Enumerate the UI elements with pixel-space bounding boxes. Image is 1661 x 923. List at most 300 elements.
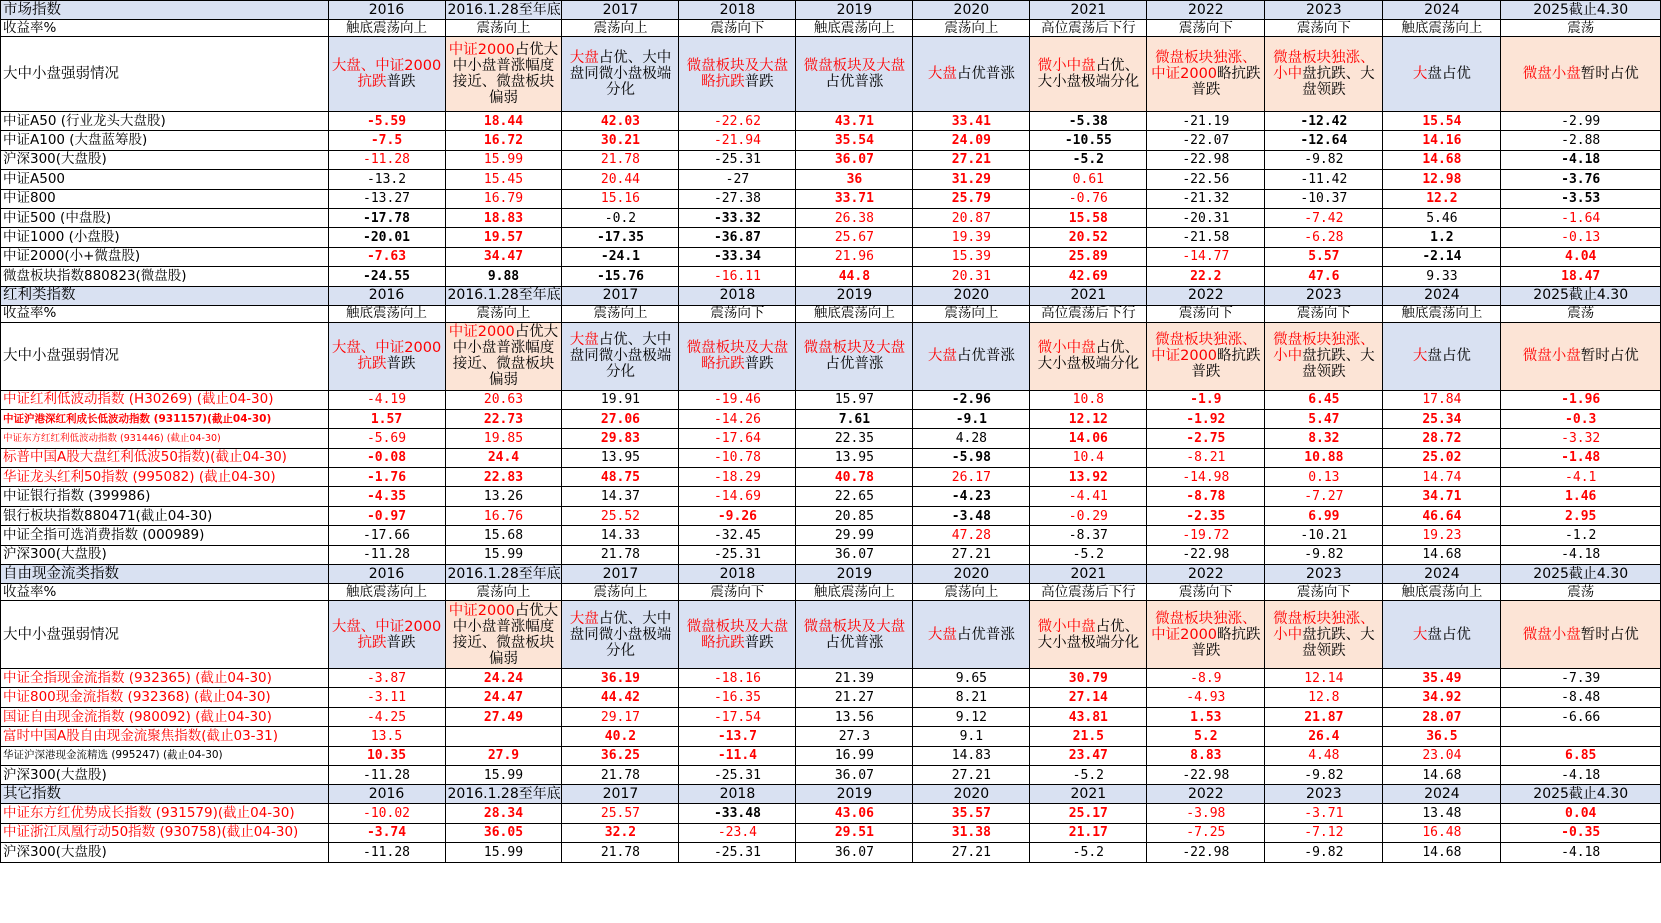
strength-cell	[1383, 322, 1501, 390]
return-value: -11.28	[328, 545, 445, 564]
index-row	[1, 170, 1661, 189]
strength-text: 大	[1412, 348, 1428, 365]
trend-cell: 震荡向上	[913, 20, 1030, 37]
return-value: 22.83	[445, 468, 562, 487]
return-value: 14.68	[1383, 150, 1501, 169]
strength-text: 大	[1412, 626, 1428, 643]
return-value: 31.38	[913, 823, 1030, 842]
return-value: -19.72	[1147, 526, 1265, 545]
year-header: 2024	[1383, 565, 1501, 584]
return-value: 27.21	[913, 765, 1030, 784]
trend-cell: 震荡向下	[679, 584, 796, 601]
strength-label: 大中小盘强弱情况	[1, 37, 329, 112]
return-value: 12.12	[1030, 409, 1147, 428]
strength-text: 占优、大小盘极端分化	[1037, 340, 1140, 373]
strength-cell	[1501, 37, 1661, 112]
return-value: 25.67	[796, 228, 913, 247]
trend-cell: 触底震荡向上	[1383, 20, 1501, 37]
section-header-row	[1, 1, 1661, 20]
return-value: -7.25	[1147, 823, 1265, 842]
index-row	[1, 131, 1661, 150]
return-value: 27.49	[445, 707, 562, 726]
return-value: -3.74	[328, 823, 445, 842]
strength-text: 普跌	[386, 356, 416, 373]
return-value: 19.39	[913, 228, 1030, 247]
return-value: 36.05	[445, 823, 562, 842]
return-value: -14.77	[1147, 247, 1265, 266]
strength-label: 大中小盘强弱情况	[1, 601, 329, 669]
return-value: 15.99	[445, 150, 562, 169]
strength-cell	[562, 37, 679, 112]
return-value: -4.18	[1501, 545, 1661, 564]
return-value: -33.48	[679, 804, 796, 823]
return-value: 36.07	[796, 843, 913, 862]
return-value: 47.28	[913, 526, 1030, 545]
trend-cell: 高位震荡后下行	[1030, 305, 1147, 322]
return-value: 22.65	[796, 487, 913, 506]
index-name: 中证A500	[1, 170, 329, 189]
trend-cell: 震荡向上	[562, 305, 679, 322]
strength-cell	[913, 601, 1030, 669]
strength-text: 暂时占优	[1580, 66, 1639, 82]
strength-text: 大盘	[569, 610, 599, 627]
return-value: 22.35	[796, 429, 913, 448]
index-row	[1, 267, 1661, 286]
return-value: -27	[679, 170, 796, 189]
strength-cell	[1265, 322, 1383, 390]
index-row	[1, 707, 1661, 726]
return-value: 14.83	[913, 746, 1030, 765]
strength-text: 普跌	[386, 74, 416, 90]
year-header: 2023	[1265, 286, 1383, 305]
return-value: 33.41	[913, 112, 1030, 131]
return-value: 24.47	[445, 688, 562, 707]
year-header: 2018	[679, 1, 796, 20]
strength-text: 中证2000	[448, 42, 515, 58]
index-name: 微盘板块指数880823(微盘股)	[1, 267, 329, 286]
strength-text: 占优大中小盘普涨幅度接近、微盘板块偏弱	[452, 602, 559, 667]
index-name: 中证银行指数 (399986)	[1, 487, 329, 506]
return-value: 15.58	[1030, 208, 1147, 227]
return-value: 21.17	[1030, 823, 1147, 842]
return-value: -1.76	[328, 468, 445, 487]
index-name: 沪深300(大盘股)	[1, 843, 329, 862]
section-header-row	[1, 785, 1661, 804]
trend-label: 收益率%	[1, 305, 329, 322]
strength-text: 大盘、中证2000抗跌	[331, 58, 442, 90]
return-value: 12.98	[1383, 170, 1501, 189]
return-value: 9.12	[913, 707, 1030, 726]
return-value: 25.34	[1383, 409, 1501, 428]
return-value: 27.06	[562, 409, 679, 428]
return-value: 25.02	[1383, 448, 1501, 467]
trend-row	[1, 305, 1661, 322]
return-value: -10.78	[679, 448, 796, 467]
section-title: 其它指数	[1, 785, 329, 804]
return-value: 9.33	[1383, 267, 1501, 286]
index-name: 中证1000 (小盘股)	[1, 228, 329, 247]
index-row	[1, 409, 1661, 428]
trend-cell: 高位震荡后下行	[1030, 20, 1147, 37]
return-value: -0.3	[1501, 409, 1661, 428]
return-value: -4.41	[1030, 487, 1147, 506]
return-value: -25.31	[679, 765, 796, 784]
year-header: 2020	[913, 565, 1030, 584]
index-row	[1, 804, 1661, 823]
return-value: 36	[796, 170, 913, 189]
strength-cell	[445, 601, 562, 669]
return-value: 13.26	[445, 487, 562, 506]
return-value: 24.4	[445, 448, 562, 467]
return-value: 5.2	[1147, 727, 1265, 746]
year-header: 2017	[562, 785, 679, 804]
return-value: -8.78	[1147, 487, 1265, 506]
strength-text: 占优普涨	[825, 74, 884, 90]
return-value: 27.21	[913, 843, 1030, 862]
return-value: 8.83	[1147, 746, 1265, 765]
return-value: 6.85	[1501, 746, 1661, 765]
return-value: -12.64	[1265, 131, 1383, 150]
return-value: -17.64	[679, 429, 796, 448]
trend-cell: 触底震荡向上	[328, 20, 445, 37]
trend-cell: 震荡向上	[562, 20, 679, 37]
return-value: 29.99	[796, 526, 913, 545]
return-value: -0.08	[328, 448, 445, 467]
strength-text: 微小中盘	[1037, 340, 1096, 357]
strength-text: 略抗跌普跌	[1191, 626, 1261, 659]
return-value: 30.21	[562, 131, 679, 150]
index-name: 中证800现金流指数 (932368) (截止04-30)	[1, 688, 329, 707]
return-value: -21.58	[1147, 228, 1265, 247]
return-value: -24.55	[328, 267, 445, 286]
return-value: 36.19	[562, 669, 679, 688]
return-value: 21.27	[796, 688, 913, 707]
return-value: 22.73	[445, 409, 562, 428]
index-row	[1, 112, 1661, 131]
index-row	[1, 228, 1661, 247]
return-value: 28.07	[1383, 707, 1501, 726]
return-value: -3.32	[1501, 429, 1661, 448]
return-value: 46.64	[1383, 506, 1501, 525]
year-header: 2019	[796, 1, 913, 20]
return-value: 8.32	[1265, 429, 1383, 448]
strength-text: 盘抗跌、大盘领跌	[1302, 626, 1375, 659]
trend-cell: 触底震荡向上	[328, 305, 445, 322]
year-header: 2017	[562, 286, 679, 305]
return-value: 21.78	[562, 765, 679, 784]
index-name: 中证红利低波动指数 (H30269) (截止04-30)	[1, 390, 329, 409]
return-value: -25.31	[679, 843, 796, 862]
return-value: 21.78	[562, 843, 679, 862]
return-value: 31.29	[913, 170, 1030, 189]
return-value: 27.9	[445, 746, 562, 765]
return-value: 21.87	[1265, 707, 1383, 726]
return-value: 21.5	[1030, 727, 1147, 746]
year-header: 2018	[679, 565, 796, 584]
year-header: 2023	[1265, 565, 1383, 584]
trend-cell: 触底震荡向上	[796, 584, 913, 601]
year-header: 2020	[913, 286, 1030, 305]
return-value: -6.28	[1265, 228, 1383, 247]
strength-text: 暂时占优	[1580, 626, 1639, 643]
trend-cell: 震荡	[1501, 305, 1661, 322]
return-value: -3.71	[1265, 804, 1383, 823]
strength-cell	[328, 601, 445, 669]
year-header: 2017	[562, 565, 679, 584]
return-value: -15.76	[562, 267, 679, 286]
return-value: 6.45	[1265, 390, 1383, 409]
return-value: 12.14	[1265, 669, 1383, 688]
trend-cell: 震荡向下	[1147, 305, 1265, 322]
year-header: 2019	[796, 565, 913, 584]
return-value: -7.12	[1265, 823, 1383, 842]
return-value: 21.78	[562, 150, 679, 169]
return-value: 28.34	[445, 804, 562, 823]
return-value: 25.52	[562, 506, 679, 525]
return-value: 4.04	[1501, 247, 1661, 266]
return-value: -1.92	[1147, 409, 1265, 428]
return-value: 19.57	[445, 228, 562, 247]
return-value: -7.39	[1501, 669, 1661, 688]
return-value: 15.45	[445, 170, 562, 189]
return-value: 1.53	[1147, 707, 1265, 726]
return-value: -18.29	[679, 468, 796, 487]
return-value: -5.69	[328, 429, 445, 448]
strength-cell	[679, 322, 796, 390]
return-value: 20.44	[562, 170, 679, 189]
year-header: 2021	[1030, 785, 1147, 804]
return-value: 18.44	[445, 112, 562, 131]
return-value: -2.88	[1501, 131, 1661, 150]
strength-text: 占优普涨	[956, 66, 1015, 82]
trend-cell: 震荡	[1501, 584, 1661, 601]
strength-text: 微盘板块独涨、小中	[1273, 610, 1375, 643]
return-value: 8.21	[913, 688, 1030, 707]
return-value: 15.99	[445, 843, 562, 862]
return-value: -0.13	[1501, 228, 1661, 247]
trend-cell: 触底震荡向上	[328, 584, 445, 601]
return-value: -7.63	[328, 247, 445, 266]
year-header: 2023	[1265, 785, 1383, 804]
return-value: 9.65	[913, 669, 1030, 688]
strength-text: 大盘、中证2000抗跌	[331, 340, 442, 373]
strength-text: 占优普涨	[825, 356, 884, 373]
return-value: 5.47	[1265, 409, 1383, 428]
return-value: -22.98	[1147, 545, 1265, 564]
return-value: -8.21	[1147, 448, 1265, 467]
index-row	[1, 545, 1661, 564]
index-name: 中证800	[1, 189, 329, 208]
strength-text: 略抗跌普跌	[1191, 348, 1261, 381]
return-value: -33.34	[679, 247, 796, 266]
return-value: -9.26	[679, 506, 796, 525]
return-value: 26.38	[796, 208, 913, 227]
return-value: -8.48	[1501, 688, 1661, 707]
trend-cell: 触底震荡向上	[796, 305, 913, 322]
strength-cell	[679, 601, 796, 669]
trend-row	[1, 584, 1661, 601]
strength-cell	[1383, 37, 1501, 112]
strength-row	[1, 37, 1661, 112]
return-value: -7.5	[328, 131, 445, 150]
strength-text: 占优、大中盘同微小盘极端分化	[569, 50, 672, 98]
strength-text: 盘占优	[1427, 348, 1471, 365]
strength-cell	[796, 322, 913, 390]
strength-cell	[328, 37, 445, 112]
index-row	[1, 746, 1661, 765]
return-value: -17.54	[679, 707, 796, 726]
strength-cell	[1147, 322, 1265, 390]
return-value: -4.18	[1501, 765, 1661, 784]
return-value: -17.66	[328, 526, 445, 545]
return-value: 19.23	[1383, 526, 1501, 545]
index-row	[1, 429, 1661, 448]
section-title: 红利类指数	[1, 286, 329, 305]
return-value: -6.66	[1501, 707, 1661, 726]
return-value: 29.17	[562, 707, 679, 726]
year-header: 2019	[796, 785, 913, 804]
return-value: 27.21	[913, 150, 1030, 169]
return-value: -5.38	[1030, 112, 1147, 131]
strength-text: 微盘板块及大盘	[803, 58, 906, 74]
return-value: -5.98	[913, 448, 1030, 467]
return-value: 40.78	[796, 468, 913, 487]
year-header: 2016.1.28至年底	[445, 286, 562, 305]
return-value: 20.52	[1030, 228, 1147, 247]
return-value: -22.98	[1147, 765, 1265, 784]
return-value: 15.39	[913, 247, 1030, 266]
strength-cell	[328, 322, 445, 390]
trend-cell: 震荡向下	[1265, 20, 1383, 37]
index-name: 中证浙江凤凰行动50指数 (930758)(截止04-30)	[1, 823, 329, 842]
index-row	[1, 669, 1661, 688]
return-value: 36.07	[796, 545, 913, 564]
return-value: -11.4	[679, 746, 796, 765]
strength-text: 普跌	[744, 356, 774, 373]
year-header: 2024	[1383, 785, 1501, 804]
return-value: 15.16	[562, 189, 679, 208]
strength-cell	[796, 37, 913, 112]
return-value: 20.31	[913, 267, 1030, 286]
return-value: -2.35	[1147, 506, 1265, 525]
index-name: 中证500 (中盘股)	[1, 208, 329, 227]
return-value: -10.21	[1265, 526, 1383, 545]
strength-row	[1, 601, 1661, 669]
return-value: 17.84	[1383, 390, 1501, 409]
strength-cell	[1501, 322, 1661, 390]
return-value: 15.97	[796, 390, 913, 409]
strength-text: 盘占优	[1427, 626, 1471, 643]
return-value: -2.14	[1383, 247, 1501, 266]
return-value: 25.57	[562, 804, 679, 823]
year-header: 2024	[1383, 286, 1501, 305]
return-value: -22.07	[1147, 131, 1265, 150]
return-value: 0.13	[1265, 468, 1383, 487]
year-header: 2016	[328, 286, 445, 305]
strength-text: 大盘、中证2000抗跌	[331, 618, 442, 651]
return-value: 15.99	[445, 545, 562, 564]
strength-text: 盘抗跌、大盘领跌	[1302, 66, 1375, 98]
index-row	[1, 843, 1661, 862]
year-header: 2016	[328, 1, 445, 20]
trend-cell: 震荡向下	[679, 305, 796, 322]
return-value: -4.93	[1147, 688, 1265, 707]
year-header: 2021	[1030, 565, 1147, 584]
index-name: 沪深300(大盘股)	[1, 545, 329, 564]
section-header-row	[1, 286, 1661, 305]
return-value: 9.88	[445, 267, 562, 286]
return-value: 40.2	[562, 727, 679, 746]
return-value: -9.82	[1265, 545, 1383, 564]
strength-cell	[1265, 601, 1383, 669]
return-value: 16.99	[796, 746, 913, 765]
return-value: -0.97	[328, 506, 445, 525]
return-value: -9.82	[1265, 843, 1383, 862]
return-value: 43.81	[1030, 707, 1147, 726]
return-value: -5.2	[1030, 765, 1147, 784]
return-value: 44.8	[796, 267, 913, 286]
return-value: 10.88	[1265, 448, 1383, 467]
index-name: 中证全指现金流指数 (932365) (截止04-30)	[1, 669, 329, 688]
strength-text: 占优大中小盘普涨幅度接近、微盘板块偏弱	[452, 42, 559, 106]
index-name: 银行板块指数880471(截止04-30)	[1, 506, 329, 525]
return-value: -33.32	[679, 208, 796, 227]
return-value: 16.79	[445, 189, 562, 208]
index-name: 标普中国A股大盘红利低波50指数)(截止04-30)	[1, 448, 329, 467]
return-value: -1.64	[1501, 208, 1661, 227]
strength-text: 大盘	[927, 348, 957, 365]
return-value: -10.37	[1265, 189, 1383, 208]
return-value: -3.53	[1501, 189, 1661, 208]
trend-cell: 震荡向下	[1265, 305, 1383, 322]
return-value: -25.31	[679, 150, 796, 169]
year-header: 2016.1.28至年底	[445, 565, 562, 584]
return-value: -10.55	[1030, 131, 1147, 150]
return-value: 27.14	[1030, 688, 1147, 707]
index-name: 华证沪深港现金流精选 (995247) (截止04-30)	[1, 746, 329, 765]
return-value: 18.47	[1501, 267, 1661, 286]
return-value: -18.16	[679, 669, 796, 688]
index-name: 富时中国A股自由现金流聚焦指数(截止03-31)	[1, 727, 329, 746]
index-name: 华证龙头红利50指数 (995082) (截止04-30)	[1, 468, 329, 487]
return-value: -4.23	[913, 487, 1030, 506]
trend-label: 收益率%	[1, 584, 329, 601]
trend-cell: 震荡向上	[445, 305, 562, 322]
index-row	[1, 823, 1661, 842]
strength-text: 微盘板块独涨、中证2000	[1151, 50, 1257, 82]
return-value: 16.76	[445, 506, 562, 525]
return-value: -0.76	[1030, 189, 1147, 208]
return-value: -1.96	[1501, 390, 1661, 409]
section-title: 市场指数	[1, 1, 329, 20]
strength-text: 占优、大小盘极端分化	[1037, 58, 1140, 90]
strength-text: 微盘板块独涨、中证2000	[1151, 332, 1257, 365]
trend-cell: 震荡向下	[1265, 584, 1383, 601]
trend-cell: 震荡向上	[562, 584, 679, 601]
index-row	[1, 208, 1661, 227]
year-header: 2025截止4.30	[1501, 785, 1661, 804]
return-value: 22.2	[1147, 267, 1265, 286]
year-header: 2024	[1383, 1, 1501, 20]
strength-text: 微盘板块及大盘	[803, 618, 906, 635]
strength-row	[1, 322, 1661, 390]
return-value: 20.87	[913, 208, 1030, 227]
return-value: -16.35	[679, 688, 796, 707]
return-value: -21.94	[679, 131, 796, 150]
return-value: -7.27	[1265, 487, 1383, 506]
year-header: 2025截止4.30	[1501, 1, 1661, 20]
strength-cell	[445, 37, 562, 112]
